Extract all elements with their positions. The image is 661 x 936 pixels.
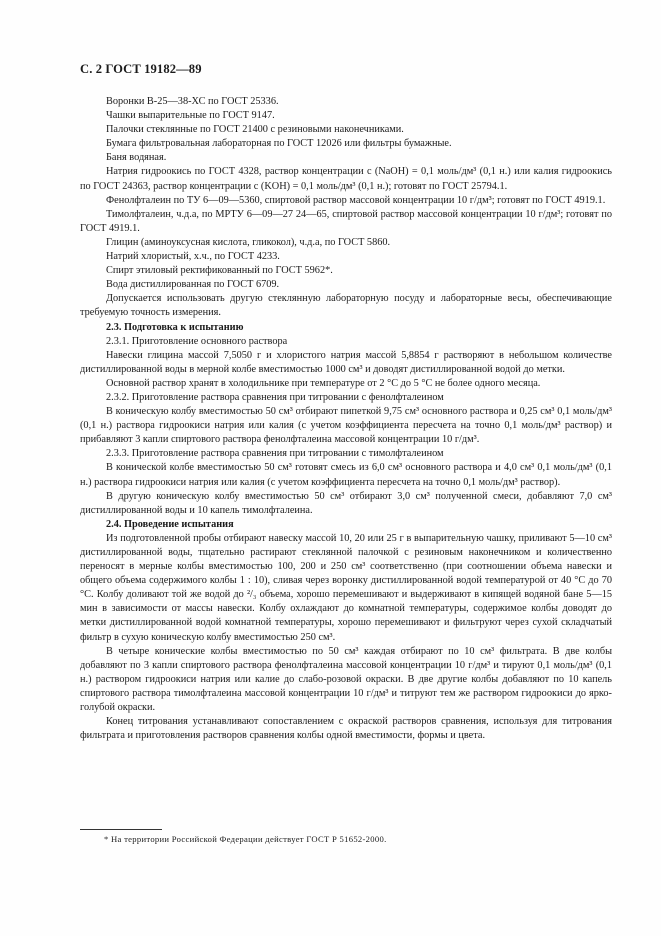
paragraph: Навески глицина массой 7,5050 г и хлористого натрия массой 5,8854 г растворяют в небольшом количестве дистиллированной воды в мерной колбе вместимостью 1000 см³ и доводят дистиллированной водой до метки.	[80, 349, 612, 375]
paragraph: Спирт этиловый ректификованный по ГОСТ 5962*.	[106, 265, 333, 277]
paragraph: Натрия гидроокись по ГОСТ 4328, раствор концентрации с (NaOH) = 0,1 моль/дм³ (0,1 н.) или калия гидроокись по ГОСТ 24363, раствор концентрации с (KOH) = 0,1 моль/дм³ (0,1 н.); готовят по ГОСТ 25794.1.	[80, 166, 612, 192]
page-header: С. 2 ГОСТ 19182—89	[80, 62, 202, 76]
paragraph: Бумага фильтровальная лабораторная по ГОСТ 12026 или фильтры бумажные.	[106, 138, 452, 150]
section-heading: 2.4. Проведение испытания	[106, 518, 234, 530]
subsection-heading: 2.3.2. Приготовление раствора сравнения при титровании с фенолфталеином	[106, 391, 444, 403]
paragraph: В коническую колбу вместимостью 50 см³ отбирают пипеткой 9,75 см³ основного раствора и 0,25 см³ 0,1 моль/дм³ (0,1 н.) раствора гидроокиси натрия или калия (с учетом коэффициента пересчета на точно 0,1 моль/дм³ раствор) и прибавляют 3 капли спиртового раствора фенолфталеина массовой концентрации 10 г/дм³.	[80, 406, 612, 446]
paragraph: Конец титрования устанавливают сопоставлением с окраской растворов сравнения, используя для титрования фильтрата и приготовления растворов сравнения колбы одной вместимости, формы и цвета.	[80, 716, 612, 742]
paragraph: Натрий хлористый, х.ч., по ГОСТ 4233.	[106, 251, 280, 263]
paragraph: Основной раствор хранят в холодильнике при температуре от 2 °С до 5 °С не более одного месяца.	[106, 377, 541, 389]
subsection-heading: 2.3.1. Приготовление основного раствора	[106, 335, 288, 347]
paragraph: Допускается использовать другую стеклянную лабораторную посуду и лабораторные весы, обеспечивающие требуемую точность измерения.	[80, 293, 612, 319]
footnote-divider	[80, 829, 162, 830]
paragraph: В четыре конические колбы вместимостью по 50 см³ каждая отбирают по 10 см³ фильтрата. В две колбы добавляют по 3 капли спиртового раствора фенолфталеина массовой концентрации 10 г/дм³ и тируют 0,1 моль/дм³ (0,1 н.) раствором гидроокиси натрия или калие до слабо-розовой окраски. В две другие колбы добавляют по 10 капель спиртового раствора тимолфталеина массовой концентрации 10 г/дм³ и титруют тем же раствором гидроокиси до ярко-голубой окраски.	[80, 645, 612, 714]
paragraph: Баня водяная.	[106, 152, 167, 164]
paragraph: Фенолфталеин по ТУ 6—09—5360, спиртовой раствор массовой концентрации 10 г/дм³; готовят по ГОСТ 4919.1.	[106, 194, 606, 206]
footnote: * На территории Российской Федерации действует ГОСТ Р 51652-2000.	[104, 834, 387, 844]
paragraph: Из подготовленной пробы отбирают навеску массой 10, 20 или 25 г в выпарительную чашку, приливают 5—10 см³ дистиллированной воды, тщательно растирают стеклянной палочкой с резиновым наконечником и количественно переносят в мерные колбы вместимостью 100, 200 и 250 см³ соответственно (при соотношении объема навески и общего объема содержимого колбы 1 : 10), сливая через воронку дистиллированной водой температурой от 40 °С до 70 °С. Колбу доливают той же водой до ²/₃ объема, хорошо перемешивают и выдерживают в кипящей водяной бане 5—15 мин в зависимости от массы навески. Колбу охлаждают до комнатной температуры, содержимое колбы доводят до метки дистиллированной водой комнатной температуры, хорошо перемешивают и фильтруют через сухой складчатый фильтр в сухую коническую колбу вместимостью 250 см³.	[80, 532, 612, 643]
subsection-heading: 2.3.3. Приготовление раствора сравнения при титровании с тимолфталеином	[106, 448, 444, 460]
paragraph: В другую коническую колбу вместимостью 50 см³ отбирают 3,0 см³ полученной смеси, добавляют 7,0 см³ дистиллированной воды и 10 капель тимолфталеина.	[80, 490, 612, 516]
paragraph: Глицин (аминоуксусная кислота, гликокол), ч.д.а, по ГОСТ 5860.	[106, 236, 391, 248]
paragraph: В конической колбе вместимостью 50 см³ готовят смесь из 6,0 см³ основного раствора и 4,0 см³ 0,1 моль/дм³ (0,1 н.) раствора гидроокиси натрия или калия (с учетом коэффициента пересчета на точно 0,1 моль/дм³ раствор).	[80, 462, 612, 488]
paragraph: Тимолфталеин, ч.д.а, по МРТУ 6—09—27 24—65, спиртовой раствор массовой концентрации 10 г/дм³; готовят по ГОСТ 4919.1.	[80, 208, 612, 234]
paragraph: Палочки стеклянные по ГОСТ 21400 с резиновыми наконечниками.	[106, 124, 404, 136]
document-body	[80, 95, 612, 743]
paragraph: Воронки В-25—38-ХС по ГОСТ 25336.	[106, 96, 279, 107]
section-heading: 2.3. Подготовка к испытанию	[106, 321, 244, 333]
paragraph: Вода дистиллированная по ГОСТ 6709.	[106, 279, 280, 291]
paragraph: Чашки выпарительные по ГОСТ 9147.	[106, 110, 275, 122]
